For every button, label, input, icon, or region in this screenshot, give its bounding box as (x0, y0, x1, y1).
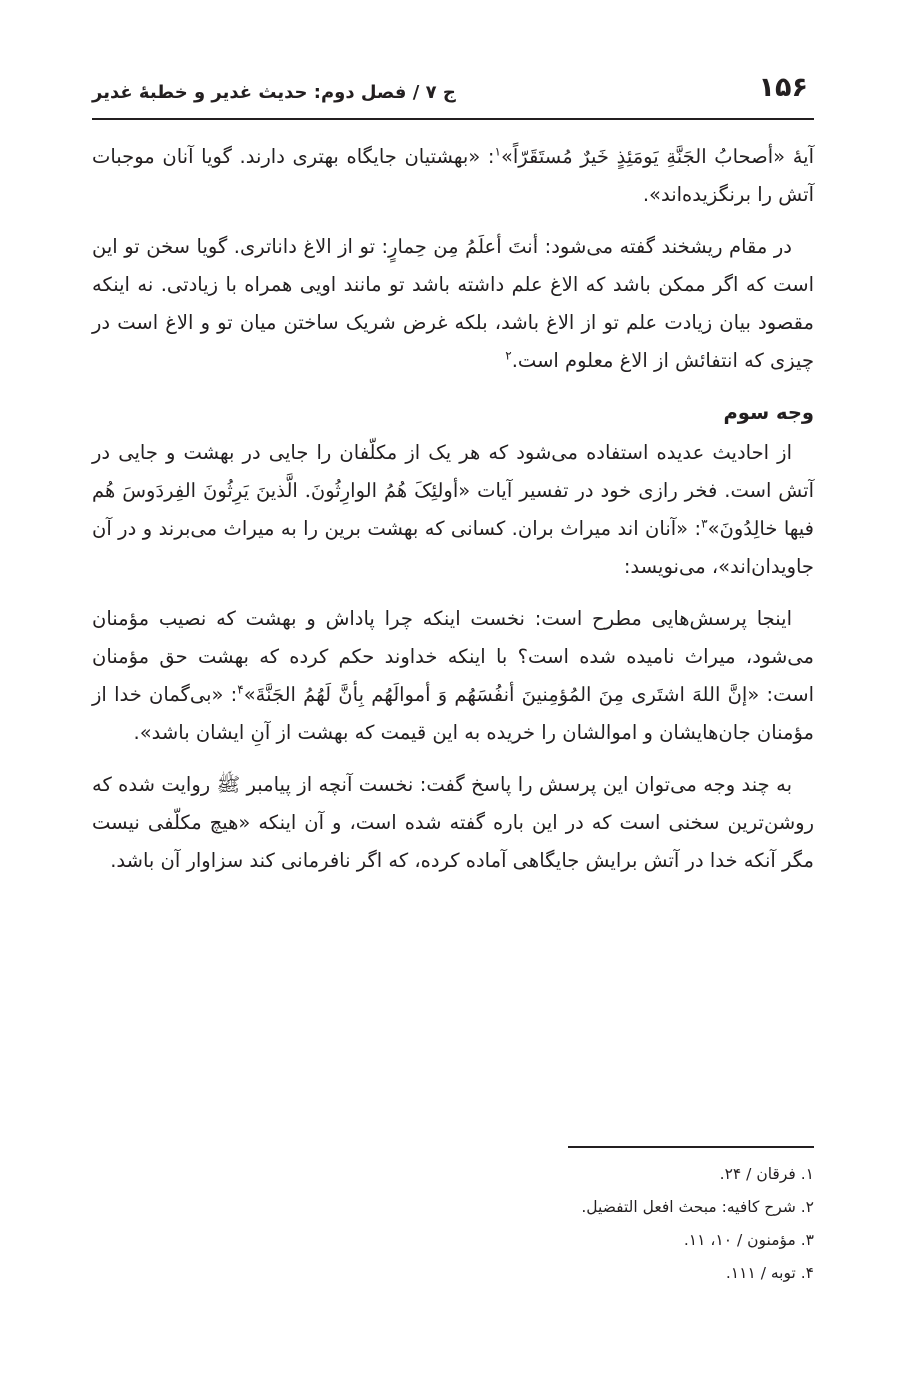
p3-lead: از احادیث عدیده استفاده می‌شود که هر یک از مکلّفان را جایی در بهشت و جایی در آتش است. فخر رازی خود در تفسیر آیات « (92, 441, 815, 502)
quran-quote-1: أصحابُ الجَنَّةِ یَومَئِذٍ خَیرٌ مُستَقَرّاً (512, 145, 774, 168)
footnote-3: ۳. مؤمنون / ۱۰، ۱۱. (683, 1231, 814, 1249)
footnote-4: ۴. توبه / ۱۱۱. (725, 1264, 814, 1282)
paragraph-3 (92, 434, 814, 586)
footnote-ref-3[interactable]: ۳ (701, 516, 708, 531)
footnote-ref-4[interactable]: ۴ (237, 682, 244, 697)
p3-close: » (707, 517, 720, 540)
section-heading: وجه سوم (723, 401, 814, 424)
paragraph-2 (92, 228, 814, 380)
paragraph-5 (92, 766, 814, 880)
p5-text: به چند وجه می‌توان این پرسش را پاسخ گفت: نخست آنچه از پیامبر ﷺ روایت شده که روشن‌ترین سخنی است که در این باره گفته شده است، و آن اینکه «هیچ مکلّفی نیست مگر آنکه خدا در آتش برایش جایگاهی آماده کرده، که اگر نافرمانی کند سزاوار آن باشد. (92, 773, 814, 872)
p4-close: » (243, 683, 256, 706)
footnote-2: ۲. شرح کافیه: مبحث افعل التفضیل. (581, 1198, 814, 1216)
footnote-1: ۱. فرقان / ۲۴. (719, 1165, 814, 1183)
main-text (92, 138, 814, 894)
page-number: ۱۵۶ (758, 72, 808, 103)
footnote-ref-2[interactable]: ۲ (505, 348, 512, 363)
p2-lead: در مقام ریشخند گفته می‌شود: (538, 235, 792, 258)
footnotes (560, 1158, 814, 1290)
arabic-phrase: أنتَ أعلَمُ مِن حِمارٍ (388, 235, 539, 258)
footnote-ref-1[interactable]: ۱ (494, 144, 501, 159)
p4-lead: اینجا پرسش‌هایی مطرح است: نخست اینکه چرا پاداش و بهشت که نصیب مؤمنان می‌شود، میراث نامیده شده است؟ با اینکه خداوند حکم کرده که بهشت حق مؤمنان است: « (92, 607, 814, 706)
quran-quote-4: إنَّ اللهَ اشتَری مِنَ المُؤمِنینَ أنفُسَهُم وَ أموالَهُم بِأنَّ لَهُمُ الجَنَّةَ (255, 683, 748, 706)
quran-quote-3: أولئِکَ هُمُ الوارِثُونَ. الَّذینَ یَرِثُونَ الفِردَوسَ هُم فیها خالِدُونَ (92, 479, 814, 540)
page-header (92, 68, 814, 120)
p2-body: : تو از الاغ داناتری. گویا سخن تو این است که اگر ممکن باشد که الاغ علم داشته باشد تو مانند اویی همراه با زیادتی. نه اینکه مقصود بیان زیادت علم تو از الاغ باشد، بلکه غرض شریک ساختن میان تو و الاغ است در چیزی که انتفائش از الاغ معلوم است. (92, 235, 814, 372)
p1-translation: : «بهشتیان جایگاه بهتری دارند. گویا آنان موجبات آتش را برنگزیده‌اند». (92, 145, 814, 206)
footnote-separator (568, 1146, 814, 1148)
p1-lead: آیهٔ « (773, 145, 814, 168)
p4-translation: : «بی‌گمان خدا از مؤمنان جان‌هایشان و اموالشان را خریده به این قیمت که بهشت از آنِ ایشان باشد». (92, 683, 814, 744)
paragraph-1 (92, 138, 814, 214)
p3-translation: : «آنان اند میراث بران. کسانی که بهشت برین را به میراث می‌برند و در آن جاویدان‌اند»، می‌نویسد: (92, 517, 814, 578)
p1-close: » (500, 145, 513, 168)
paragraph-4 (92, 600, 814, 752)
running-head: ج ۷ / فصل دوم: حدیث غدیر و خطبهٔ غدیر (92, 82, 456, 103)
